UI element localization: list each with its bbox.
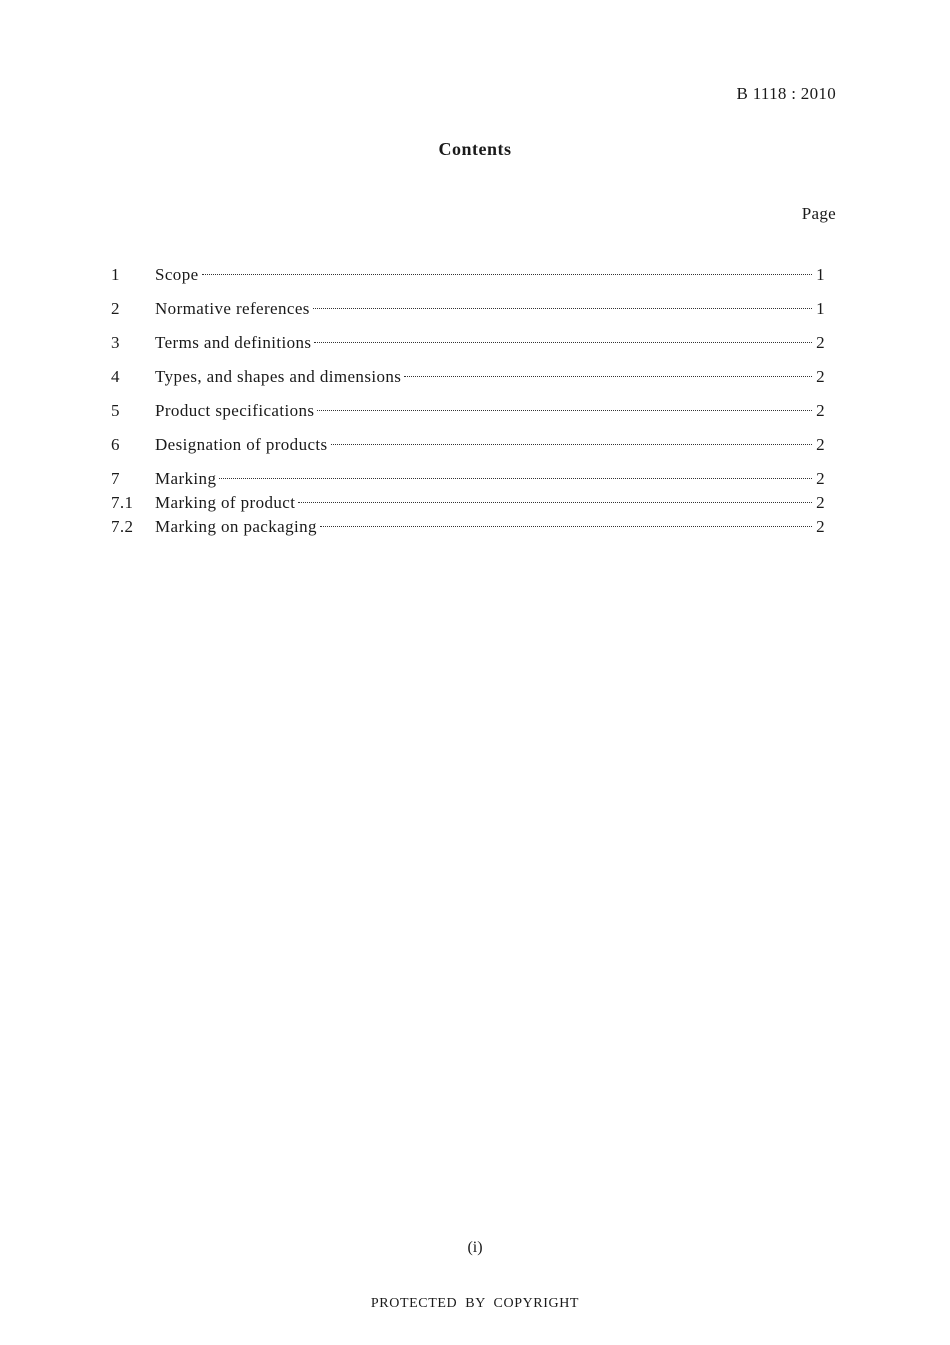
toc-entry-7[interactable] xyxy=(111,469,825,493)
toc-entry-4[interactable] xyxy=(111,367,825,391)
toc-dot-leader xyxy=(320,526,812,527)
toc-entry-number: 7.1 xyxy=(111,493,134,512)
toc-entry-title: Marking of product xyxy=(155,493,296,512)
toc-entry-page: 2 xyxy=(816,333,825,352)
contents-title: Contents xyxy=(438,139,512,159)
toc-entry-number: 2 xyxy=(111,299,120,318)
toc-entry-7-1[interactable] xyxy=(111,493,825,517)
toc-entry-title: Product specifications xyxy=(155,401,315,420)
toc-entry-1[interactable] xyxy=(111,265,825,289)
toc-entry-number: 4 xyxy=(111,367,120,386)
toc-entry-number: 5 xyxy=(111,401,120,420)
toc-dot-leader xyxy=(202,274,812,275)
page-folio: (i) xyxy=(467,1239,483,1256)
toc-entry-number: 7 xyxy=(111,469,120,488)
toc-entry-title: Scope xyxy=(155,265,199,284)
toc-dot-leader xyxy=(317,410,812,411)
toc-entry-page: 2 xyxy=(816,469,825,488)
toc-dot-leader xyxy=(313,308,812,309)
copyright-notice: PROTECTED BY COPYRIGHT xyxy=(370,1296,580,1311)
toc-entry-number: 7.2 xyxy=(111,517,134,536)
toc-entry-5[interactable] xyxy=(111,401,825,425)
toc-entry-page: 2 xyxy=(816,435,825,454)
toc-entry-number: 1 xyxy=(111,265,120,284)
toc-entry-page: 2 xyxy=(816,367,825,386)
toc-entry-page: 1 xyxy=(816,265,825,284)
toc-entry-7-2[interactable] xyxy=(111,517,825,541)
toc-entry-title: Designation of products xyxy=(155,435,328,454)
toc-dot-leader xyxy=(219,478,812,479)
toc-entry-title: Types, and shapes and dimensions xyxy=(155,367,402,386)
toc-entry-6[interactable] xyxy=(111,435,825,459)
page-column-heading: Page xyxy=(801,204,836,223)
toc-dot-leader xyxy=(404,376,812,377)
toc-entry-title: Marking on packaging xyxy=(155,517,317,536)
toc-entry-page: 2 xyxy=(816,493,825,512)
toc-dot-leader xyxy=(314,342,812,343)
toc-entry-page: 2 xyxy=(816,517,825,536)
toc-dot-leader xyxy=(331,444,812,445)
toc-entry-title: Terms and definitions xyxy=(155,333,312,352)
toc-entry-page: 1 xyxy=(816,299,825,318)
toc-entry-title: Marking xyxy=(155,469,217,488)
toc-entry-title: Normative references xyxy=(155,299,310,318)
toc-entry-page: 2 xyxy=(816,401,825,420)
table-of-contents xyxy=(111,265,825,541)
toc-entry-number: 3 xyxy=(111,333,120,352)
toc-entry-number: 6 xyxy=(111,435,120,454)
toc-dot-leader xyxy=(298,502,812,503)
toc-entry-2[interactable] xyxy=(111,299,825,323)
document-number: B 1118 : 2010 xyxy=(736,84,836,103)
toc-entry-3[interactable] xyxy=(111,333,825,357)
